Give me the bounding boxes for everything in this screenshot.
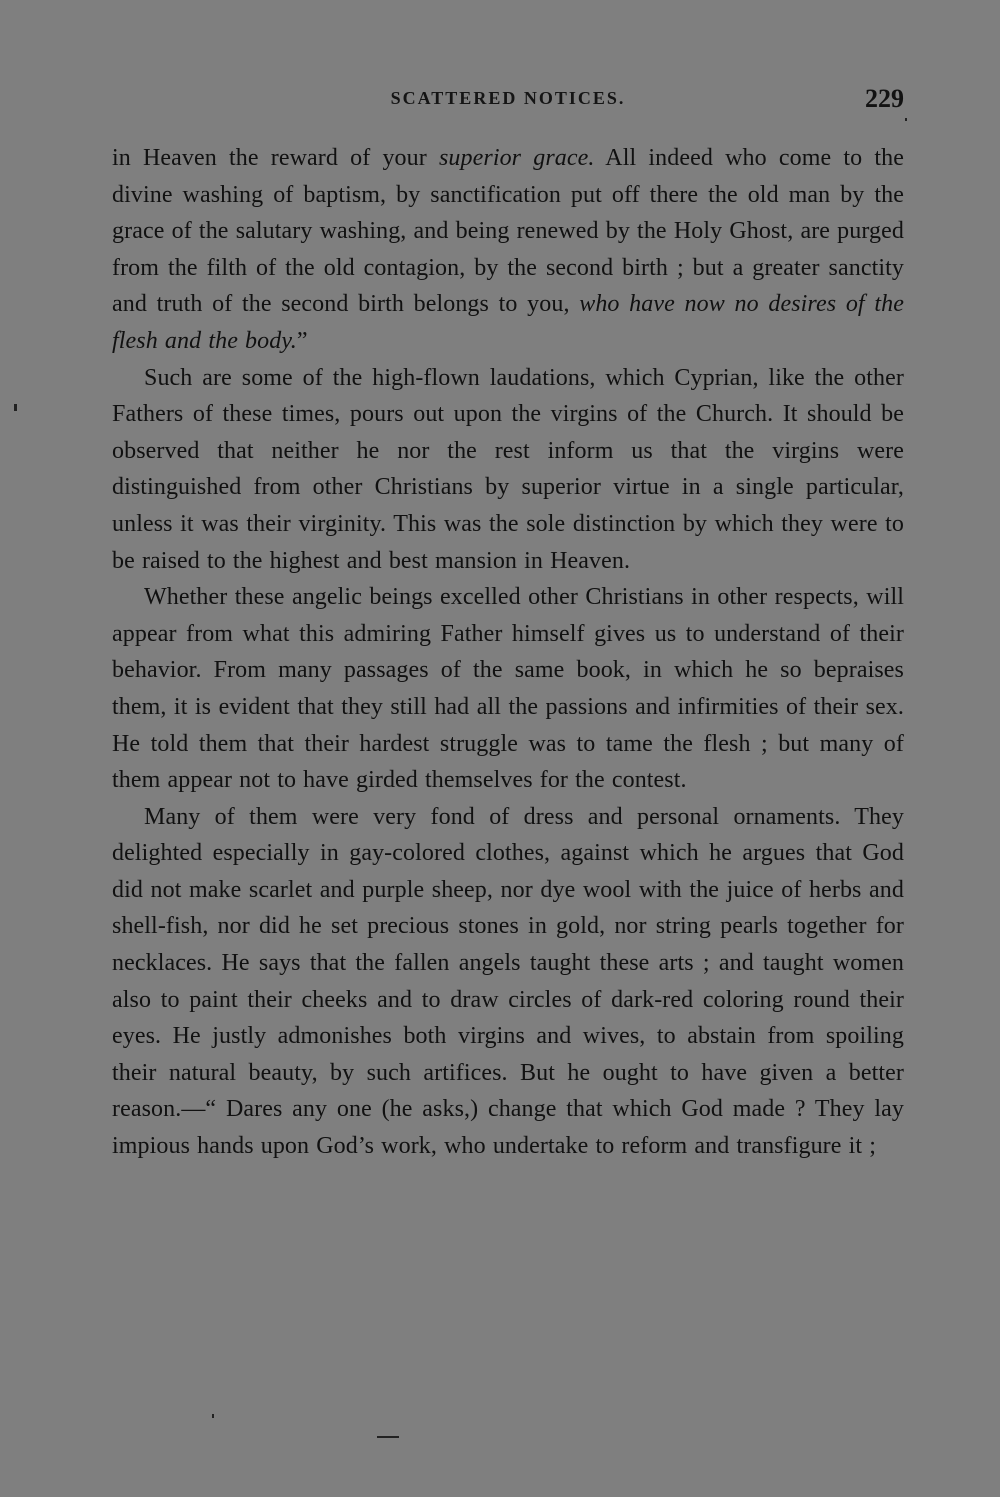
- text-run: ”: [296, 327, 308, 354]
- paragraph: [112, 140, 904, 360]
- body-text: [112, 140, 904, 1165]
- scan-speck: [14, 404, 17, 411]
- text-run: Many of them were very fond of dress and personal ornaments. They delighted especially in gay-colored clothes, against which he argues that God did not make scarlet and purple sheep, nor dye wool with the juice of herbs and shell-fish, nor did he set precious stones in gold, nor string pearls together for necklaces. He says that the fallen angels taught these arts ; and taught women also to paint their cheeks and to draw circles of dark-red coloring round their eyes. He justly admonishes both virgins and wives, to abstain from spoiling their natural beauty, by such artifices. But he ought to have given a better reason.—“ Dares any one (he asks,) change that which God made ? They lay impious hands upon God’s work, who undertake to reform and transfigure it ;: [112, 803, 904, 1160]
- italic-text-run: who have now no desires of the flesh and the body.: [112, 291, 904, 354]
- running-title: SCATTERED NOTICES.: [390, 88, 626, 108]
- scan-speck: [212, 1414, 214, 1418]
- page-number: 229: [865, 84, 904, 113]
- paragraph: [112, 360, 904, 580]
- paragraph: [112, 799, 904, 1165]
- text-run: in Heaven the reward of your: [112, 145, 439, 171]
- scan-speck: [377, 1436, 399, 1438]
- scan-speck: [905, 118, 907, 121]
- text-run: Such are some of the high-flown laudations, which Cyprian, like the other Fathers of these times, pours out upon the virgins of the Church. It should be observed that neither he nor the rest inform us that the virgins were distinguished from other Christians by superior virtue in a single particular, unless it was their virginity. This was the sole distinction by which they were to be raised to the highest and best mansion in Heaven.: [112, 364, 904, 574]
- text-run: All indeed who come to the divine washing of baptism, by sanctification put off there the old man by the grace of the salutary washing, and being renewed by the Holy Ghost, are purged from the filth of the old contagion, by the second birth ; but a greater sanctity and truth of the second birth belongs to you,: [112, 145, 904, 318]
- paragraph: [112, 579, 904, 799]
- running-head: [112, 84, 904, 114]
- text-run: Whether these angelic beings excelled other Christians in other respects, will appear from what this admiring Father himself gives us to understand of their behavior. From many passages of the same book, in which he so bepraises them, it is evident that they still had all the passions and infirmities of their sex. He told them that their hardest struggle was to tame the flesh ; but many of them appear not to have girded themselves for the contest.: [112, 584, 904, 794]
- italic-text-run: superior grace.: [438, 145, 595, 171]
